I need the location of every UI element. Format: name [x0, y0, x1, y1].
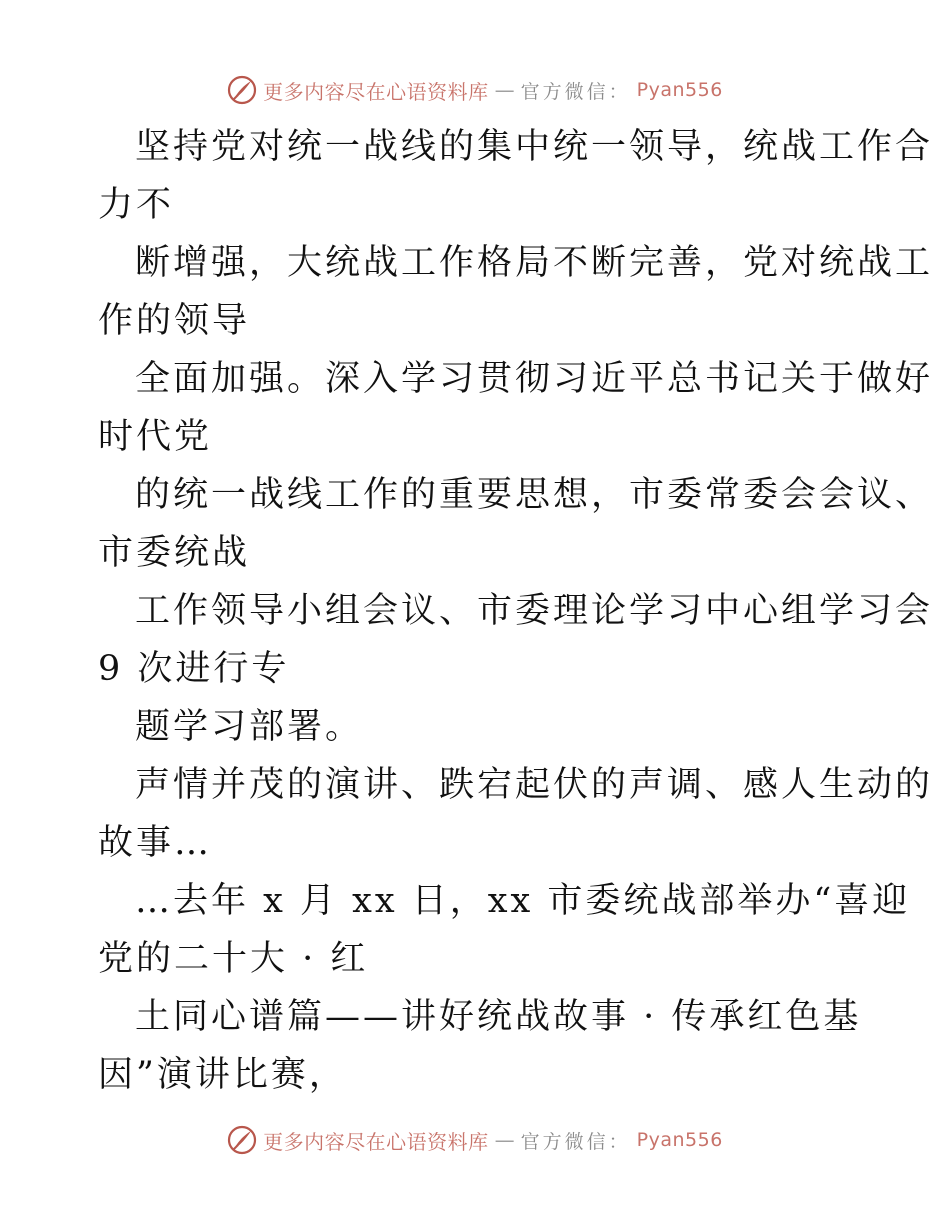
text-line: 时代党 — [98, 417, 213, 457]
watermark-site-text: 更多内容尽在心语资料库 — [263, 1129, 489, 1154]
watermark-site-text: 更多内容尽在心语资料库 — [263, 79, 489, 104]
watermark-official-label: 官方微信： — [520, 80, 631, 103]
watermark-dash: — — [494, 1128, 515, 1152]
feather-pen-seal-icon — [227, 1125, 257, 1155]
footer-watermark — [0, 1120, 950, 1160]
text-line: 党的二十大 · 红 — [98, 939, 369, 979]
feather-pen-seal-icon — [227, 75, 257, 105]
watermark-account: Pyan556 — [636, 1129, 723, 1151]
text-line: 全面加强。深入学习贯彻习近平总书记关于做好 — [135, 359, 934, 399]
text-line: 的统一战线工作的重要思想，市委常委会会议、 — [135, 475, 934, 515]
text-line: 力不 — [98, 185, 175, 225]
text-line: 坚持党对统一战线的集中统一领导，统战工作合 — [135, 127, 934, 167]
text-line: 故事… — [98, 823, 213, 863]
text-line: 声情并茂的演讲、跌宕起伏的声调、感人生动的 — [135, 765, 934, 805]
text-line: 市委统战 — [98, 533, 251, 573]
watermark-dash: — — [494, 78, 515, 102]
text-line: 题学习部署。 — [135, 707, 364, 747]
document-body — [98, 118, 934, 1104]
header-watermark — [0, 70, 950, 110]
text-line: …去年 x 月 xx 日，xx 市委统战部举办“喜迎 — [135, 881, 911, 921]
watermark-account: Pyan556 — [636, 79, 723, 101]
text-line: 因”演讲比赛， — [98, 1055, 347, 1095]
text-line: 土同心谱篇——讲好统战故事 · 传承红色基 — [135, 997, 862, 1037]
text-line: 作的领导 — [98, 301, 251, 341]
text-line: 工作领导小组会议、市委理论学习中心组学习会 — [135, 591, 934, 631]
text-line: 断增强，大统战工作格局不断完善，党对统战工 — [135, 243, 934, 283]
text-line: 9 次进行专 — [98, 649, 290, 689]
watermark-official-label: 官方微信： — [520, 1130, 631, 1153]
